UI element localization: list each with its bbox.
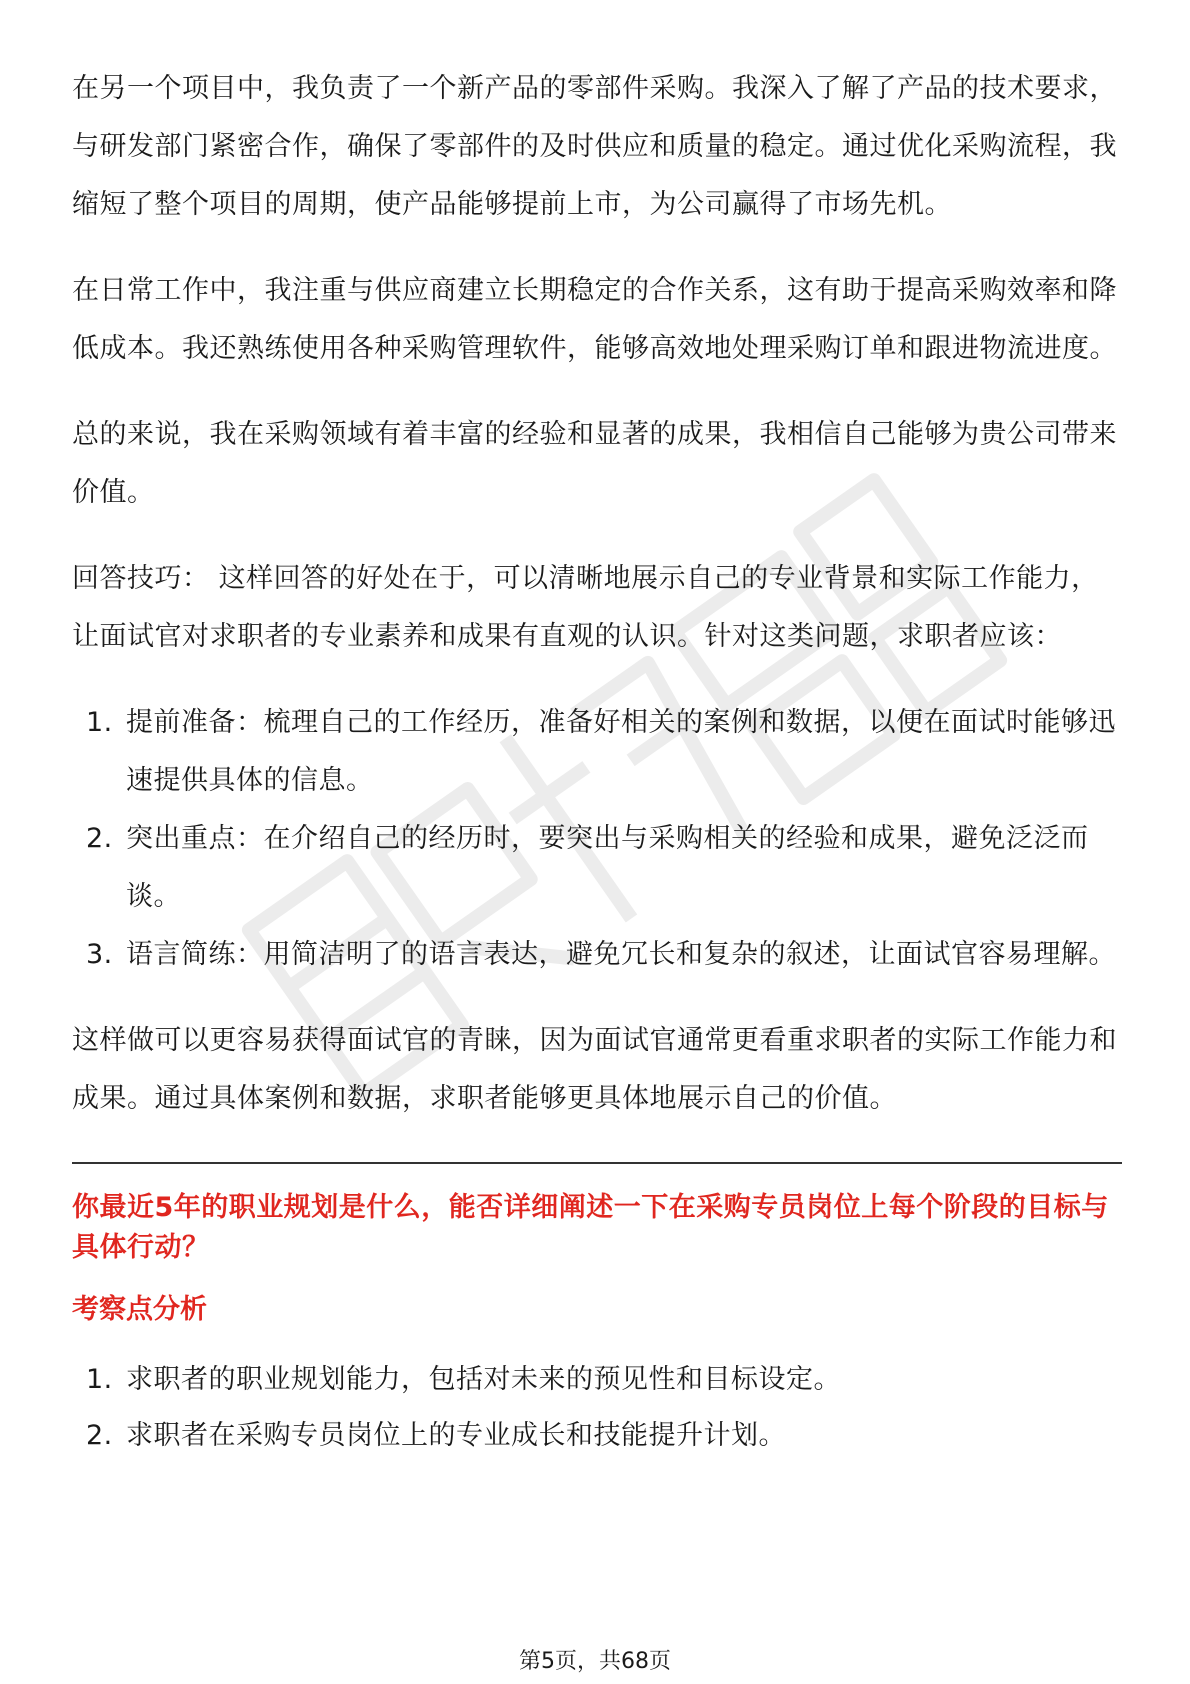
list-item xyxy=(72,1352,1122,1408)
paragraph-closing: 这样做可以更容易获得面试官的青睐，因为面试官通常更看重求职者的实际工作能力和成果。通过具体案例和数据，求职者能够更具体地展示自己的价值。 xyxy=(72,1025,1117,1114)
list-number: 2. xyxy=(86,823,113,854)
list-text: 提前准备：梳理自己的工作经历，准备好相关的案例和数据，以便在面试时能够迅速提供具体的信息。 xyxy=(126,707,1116,796)
interview-question: 你最近5年的职业规划是什么，能否详细阐述一下在采购专员岗位上每个阶段的目标与具体行动？ xyxy=(72,1192,1109,1263)
list-number: 2. xyxy=(86,1420,113,1451)
analysis-title: 考察点分析 xyxy=(72,1294,207,1325)
list-item xyxy=(72,694,1122,810)
tips-list xyxy=(72,694,1122,984)
list-text: 语言简练：用简洁明了的语言表达，避免冗长和复杂的叙述，让面试官容易理解。 xyxy=(126,939,1116,970)
list-text: 突出重点：在介绍自己的经历时，要突出与采购相关的经验和成果，避免泛泛而谈。 xyxy=(126,823,1089,912)
list-text: 求职者的职业规划能力，包括对未来的预见性和目标设定。 xyxy=(126,1364,841,1395)
list-item xyxy=(72,926,1122,984)
list-number: 1. xyxy=(86,707,113,738)
paragraph-summary: 总的来说，我在采购领域有着丰富的经验和显著的成果，我相信自己能够为贵公司带来价值。 xyxy=(72,419,1117,508)
paragraph-daily-work: 在日常工作中，我注重与供应商建立长期稳定的合作关系，这有助于提高采购效率和降低成本。我还熟练使用各种采购管理软件，能够高效地处理采购订单和跟进物流进度。 xyxy=(72,275,1117,364)
list-number: 1. xyxy=(86,1364,113,1395)
list-text: 求职者在采购专员岗位上的专业成长和技能提升计划。 xyxy=(126,1420,786,1451)
analysis-list xyxy=(72,1352,1122,1464)
paragraph-project: 在另一个项目中，我负责了一个新产品的零部件采购。我深入了解了产品的技术要求，与研发部门紧密合作，确保了零部件的及时供应和质量的稳定。通过优化采购流程，我缩短了整个项目的周期，使产品能够提前上市，为公司赢得了市场先机。 xyxy=(72,73,1117,220)
list-item xyxy=(72,1408,1122,1464)
section-divider xyxy=(72,1162,1122,1164)
list-number: 3. xyxy=(86,939,113,970)
paragraph-answer-tips: 回答技巧： 这样回答的好处在于，可以清晰地展示自己的专业背景和实际工作能力，让面试官对求职者的专业素养和成果有直观的认识。针对这类问题，求职者应该： xyxy=(72,563,1099,652)
document-body xyxy=(72,60,1122,1492)
page-number: 第5页，共68页 xyxy=(519,1649,671,1674)
list-item xyxy=(72,810,1122,926)
